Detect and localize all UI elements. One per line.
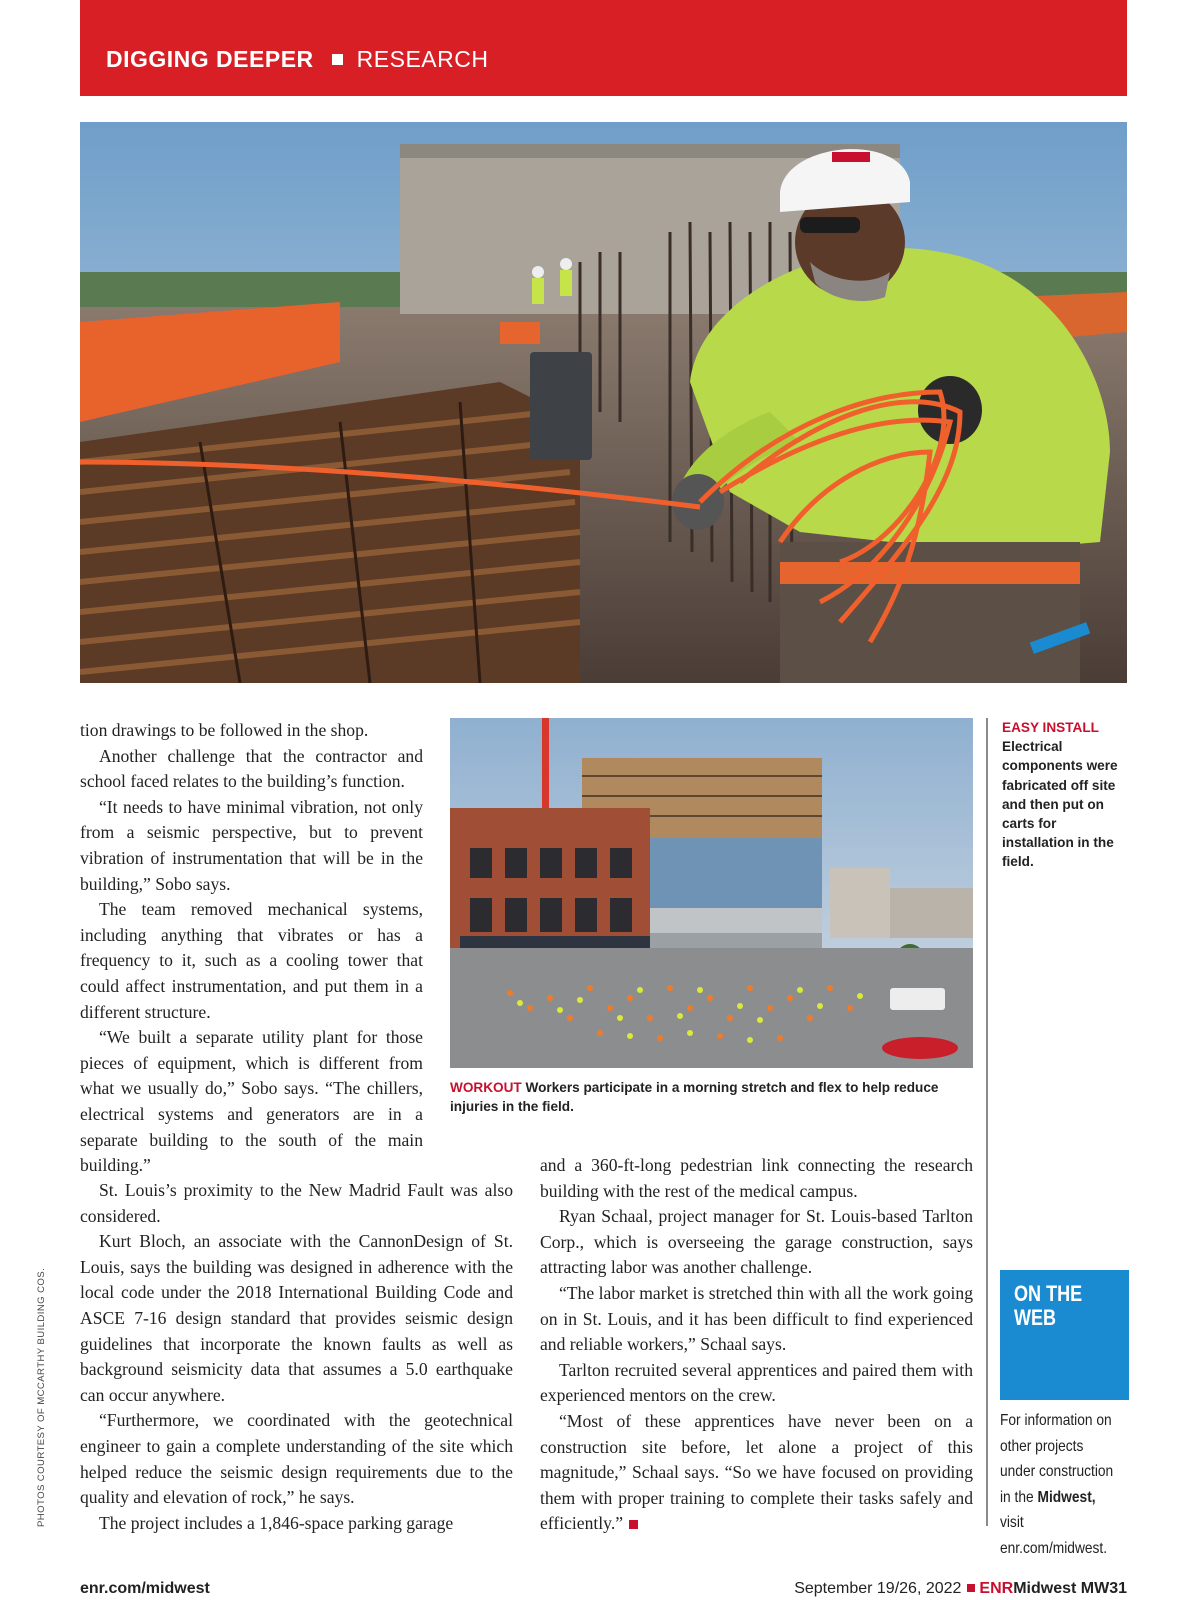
caption-text: Electrical components were fabricated off site and then put on carts for installation in the field.	[1002, 739, 1118, 870]
on-the-web-box	[1000, 1270, 1129, 1400]
footer-edition: Midwest MW31	[1013, 1580, 1127, 1597]
banner-text	[106, 46, 488, 73]
paragraph-text: “Most of these apprentices have never been on a construction site before, let alone a project of this magnitude,” Schaal says. “So we have focused on providing them with proper training to complete their tasks safely and efficiently.”	[540, 1410, 973, 1534]
square-bullet-icon	[332, 54, 343, 65]
paragraph: “We built a separate utility plant for those pieces of equipment, which is different from what we usually do,” Sobo says. “The chillers, electrical systems and generators are in a separate building to the south of the main building.”	[80, 1027, 423, 1176]
paragraph: Tarlton recruited several apprentices and paired them with experienced mentors on the crew.	[540, 1359, 973, 1406]
square-bullet-icon	[967, 1584, 975, 1592]
caption-kicker: EASY INSTALL	[1002, 720, 1099, 735]
caption-text: Workers participate in a morning stretch and flex to help reduce injuries in the field.	[450, 1080, 939, 1114]
web-text-bold: Midwest,	[1037, 1488, 1096, 1506]
paragraph: “The labor market is stretched thin with all the work going on in St. Louis, and it has been difficult to find experienced and reliable workers,” Schaal says.	[540, 1282, 973, 1355]
on-the-web-title: ON THE WEB	[1014, 1281, 1083, 1330]
section-banner	[80, 0, 1127, 96]
column-divider	[986, 718, 988, 1526]
end-mark-icon	[629, 1520, 638, 1529]
footer-url[interactable]: enr.com/midwest	[80, 1580, 210, 1597]
section-title: DIGGING DEEPER	[106, 46, 314, 72]
paragraph: Kurt Bloch, an associate with the CannonDesign of St. Louis, says the building was designed in adherence with the local code under the 2018 International Building Code and ASCE 7-16 design standard that provides seismic design guidelines that incorporate the known faults as well as background seismicity data that assumes a 5.0 earthquake can occur anywhere.	[80, 1231, 513, 1405]
footer-brand: ENR	[979, 1580, 1014, 1597]
workout-caption	[450, 1078, 950, 1116]
paragraph: Another challenge that the contractor and school faced relates to the building’s function.	[80, 745, 423, 792]
article-column-1	[80, 718, 423, 1179]
paragraph: St. Louis’s proximity to the New Madrid Fault was also considered.	[80, 1180, 513, 1226]
construction-worker-photo	[80, 122, 1127, 683]
footer-date: September 19/26, 2022	[794, 1580, 962, 1597]
paragraph: “Furthermore, we coordinated with the geotechnical engineer to gain a complete understanding of the site which helped reduce the seismic design requirements due to the quality and elevation of rock,” he says.	[80, 1410, 513, 1508]
web-text-before: For information on other projects under construction in the	[1000, 1412, 1114, 1506]
workers-stretch-photo	[450, 718, 973, 1068]
paragraph: The team removed mechanical systems, including anything that vibrates or has a frequency to it, such as a cooling tower that could affect instrumentation, and put them in a different structure.	[80, 899, 423, 1022]
photo-credit: PHOTOS COURTESY OF MCCARTHY BUILDING COS.	[36, 1267, 47, 1527]
footer-issue	[765, 1580, 1127, 1598]
paragraph: Ryan Schaal, project manager for St. Louis-based Tarlton Corp., which is overseeing the garage construction, says attracting labor was another challenge.	[540, 1206, 973, 1278]
article-column-2	[540, 1153, 973, 1537]
paragraph: tion drawings to be followed in the shop.	[80, 720, 369, 740]
paragraph: The project includes a 1,846-space parking garage	[99, 1512, 454, 1533]
on-the-web-text	[1000, 1408, 1120, 1562]
paragraph: and a 360-ft-long pedestrian link connecting the research building with the rest of the medical campus.	[540, 1155, 973, 1201]
subsection-title: RESEARCH	[356, 46, 489, 72]
paragraph	[540, 1409, 973, 1537]
caption-kicker: WORKOUT	[450, 1080, 522, 1095]
easy-install-caption	[1002, 718, 1130, 872]
paragraph: “It needs to have minimal vibration, not only from a seismic perspective, but to prevent vibration of instrumentation that will be in the building,” Sobo says.	[80, 796, 423, 894]
article-column-1-lower	[80, 1178, 513, 1536]
web-text-after: visit enr.com/midwest.	[1000, 1514, 1108, 1557]
